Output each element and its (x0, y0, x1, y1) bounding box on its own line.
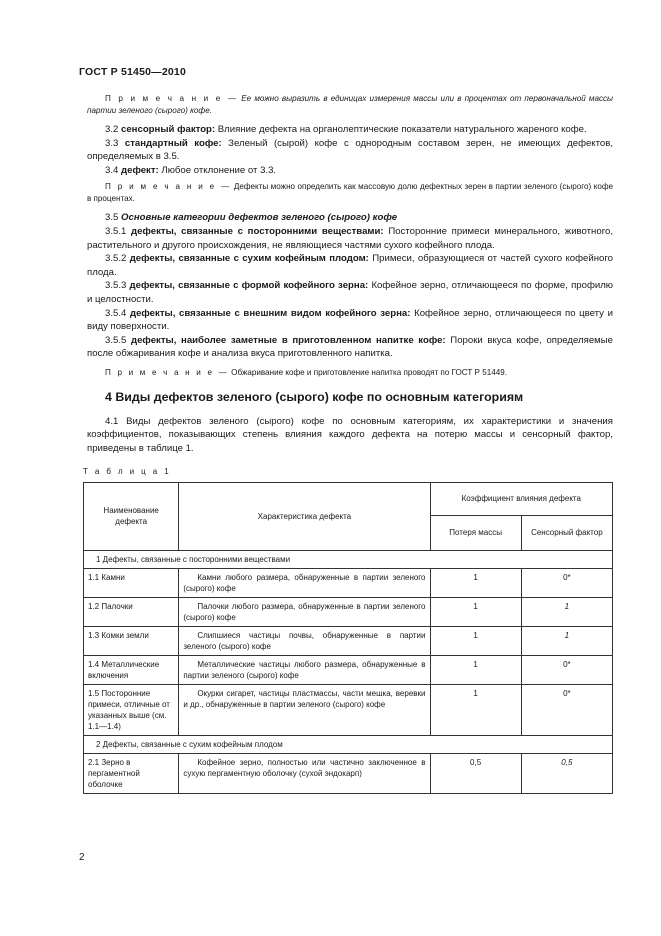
definition-3-5-4: 3.5.4 дефекты, связанные с внешним видом кофейного зерна: Кофейное зерно, отличающееся по цвету и виду поверхности. (87, 307, 613, 333)
definition-3-5-1: 3.5.1 дефекты, связанные с посторонними веществами: Посторонние примеси минерального, животного, растительного и другого происхождения, не являющиеся частями сухого кофейного плода. (87, 225, 613, 251)
table-row (84, 655, 613, 684)
definition-3-4: 3.4 дефект: Любое отклонение от 3.3. (105, 164, 277, 176)
defect-name: 1.1 Камни (84, 568, 179, 597)
term: дефекты, связанные с внешним видом кофейного зерна: (129, 307, 411, 319)
table-row (84, 597, 613, 626)
note-label: П р и м е ч а н и е — (105, 94, 239, 103)
term: стандартный кофе: (124, 137, 222, 149)
defect-desc: Камни любого размера, обнаруженные в партии зеленого (сырого) кофе (179, 568, 430, 597)
note-1 (87, 93, 613, 117)
group-1-title: 1 Дефекты, связанные с посторонними веществами (84, 550, 613, 568)
note-2 (87, 181, 613, 205)
mass-loss-value: 0,5 (430, 753, 521, 793)
note-label: П р и м е ч а н и е — (105, 367, 229, 377)
sensory-value: 0* (521, 684, 612, 735)
table-row (84, 568, 613, 597)
mass-loss-value: 1 (430, 655, 521, 684)
sensory-value: 0* (521, 568, 612, 597)
table-caption: Т а б л и ц а 1 (83, 467, 172, 477)
note-text: Дефекты можно определить как массовую долю дефектных зерен в партии зеленого (сырого) кофе в процентах. (87, 182, 613, 204)
definition-3-5: 3.5 Основные категории дефектов зеленого (сырого) кофе (105, 212, 398, 224)
definition-3-5-2: 3.5.2 дефекты, связанные с сухим кофейным плодом: Примеси, образующиеся от частей сухого кофейного плода. (87, 253, 613, 278)
note-3 (87, 367, 613, 379)
header-coefficient: Коэффициент влияния дефекта (430, 482, 613, 515)
term: дефекты, связанные с посторонними веществами: (131, 225, 384, 237)
header-characteristic: Характеристика дефекта (179, 482, 430, 550)
defect-desc: Металлические частицы любого размера, обнаруженные в партии зеленого (сырого) кофе (179, 655, 430, 684)
defect-name: 1.3 Комки земли (84, 626, 179, 655)
page-number: 2 (79, 852, 85, 863)
sensory-value: 1 (521, 597, 612, 626)
term: дефекты, наиболее заметные в приготовленном напитке кофе: (131, 334, 446, 346)
header-name: Наименование дефекта (84, 482, 179, 550)
defect-desc: Кофейное зерно, полностью или частично заключенное в сухую пергаментную оболочку (сухой эндокарп) (179, 753, 430, 793)
defect-desc: Палочки любого размера, обнаруженные в партии зеленого (сырого) кофе (179, 597, 430, 626)
term: дефект: (121, 164, 159, 176)
table-group-row (84, 550, 613, 568)
table-row (84, 753, 613, 793)
defect-name: 1.5 Посторонние примеси, отличные от указанных выше (см. 1.1—1.4) (84, 684, 179, 735)
defects-table (83, 482, 613, 794)
header-sensory: Сенсорный фактор (521, 515, 612, 550)
note-label: П р и м е ч а н и е — (105, 182, 232, 192)
definition-3-5-5: 3.5.5 дефекты, наиболее заметные в приготовленном напитке кофе: Пороки вкуса кофе, определяемые после обжаривания кофе и анализа вкуса приготовленного напитка. (87, 334, 614, 360)
header-mass-loss: Потеря массы (430, 515, 521, 550)
defect-desc: Окурки сигарет, частицы пластмассы, части мешка, веревки и др., обнаруженные в партии зеленого (сырого) кофе (179, 684, 430, 735)
sensory-value: 0,5 (521, 753, 612, 793)
term: сенсорный фактор: (121, 124, 216, 135)
table-row (84, 684, 613, 735)
defect-name: 2.1 Зерно в пергаментной оболочке (84, 753, 179, 793)
note-text: Обжаривание кофе и приготовление напитка проводят по ГОСТ Р 51449. (231, 367, 507, 377)
defect-name: 1.2 Палочки (84, 597, 179, 626)
mass-loss-value: 1 (430, 597, 521, 626)
term: дефекты, связанные с сухим кофейным плодом: (129, 253, 369, 265)
note-text: Ее можно выразить в единицах измерения массы или в процентах от первоначальной массы партии зеленого (сырого) кофе. (87, 94, 613, 115)
defect-name: 1.4 Металлические включения (84, 655, 179, 684)
table-row (84, 626, 613, 655)
mass-loss-value: 1 (430, 626, 521, 655)
group-2-title: 2 Дефекты, связанные с сухим кофейным плодом (84, 735, 613, 753)
table-group-row (84, 735, 613, 753)
definition-3-5-3: 3.5.3 дефекты, связанные с формой кофейного зерна: Кофейное зерно, отличающееся по форме, профилю и целостности. (87, 280, 614, 305)
document-header: ГОСТ Р 51450—2010 (79, 66, 187, 78)
document-body (83, 93, 614, 794)
mass-loss-value: 1 (430, 568, 521, 597)
section-4-title: 4 Виды дефектов зеленого (сырого) кофе по основным категориям (105, 389, 524, 404)
term: дефекты, связанные с формой кофейного зерна: (129, 280, 369, 292)
section-4-paragraph: 4.1 Виды дефектов зеленого (сырого) кофе по основным категориям, их характеристики и значения коэффициентов, показывающих степень влияния каждого дефекта на потерю массы и сенсорный фактор, приведены в таблице 1. (87, 415, 613, 454)
definition-3-2: 3.2 сенсорный фактор: Влияние дефекта на органолептические показатели натурального жареного кофе. (105, 124, 587, 135)
defect-desc: Слипшиеся частицы почвы, обнаруженные в партии зеленого (сырого) кофе (179, 626, 430, 655)
section-title: Основные категории дефектов зеленого (сырого) кофе (121, 212, 398, 224)
sensory-value: 1 (521, 626, 612, 655)
mass-loss-value: 1 (430, 684, 521, 735)
sensory-value: 0* (521, 655, 612, 684)
definition-3-3: 3.3 стандартный кофе: Зеленый (сырой) кофе с однородным составом зерен, не имеющих дефектов, определяемых в 3.5. (87, 137, 613, 163)
